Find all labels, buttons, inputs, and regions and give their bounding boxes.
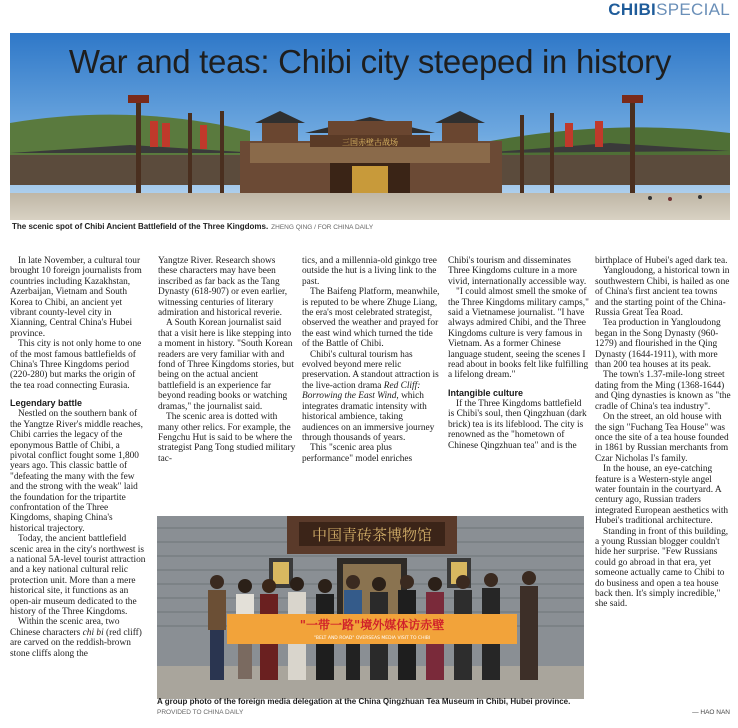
hero-caption-text: The scenic spot of Chibi Ancient Battlefield of the Three Kingdoms. [12, 222, 269, 231]
paragraph: Yangloudong, a historical town in southwestern Chibi, is hailed as one of China's first ancient tea towns and the starting point of the China-Russia Great Tea Road. [595, 266, 730, 319]
text-run: , which integrates dramatic intensity with historical ambience, taking audiences on an immersive journey through thousands of years. [302, 391, 435, 443]
paragraph: Standing in front of this building, a young Russian blogger couldn't hide her surprise. "Few Russians could go abroad in that era, yet someone actually came to Chibi to do business and open a tea house back then. It's simply incredible," she said. [595, 526, 729, 610]
paragraph: The Baifeng Platform, meanwhile, is reputed to be where Zhuge Liang, the era's most celebrated strategist, observed the weather and prayed for the east wind which turned the tide of the Battle of Chibi. [302, 287, 440, 350]
paragraph: In the house, an eye-catching feature is a Western-style angel water fountain in the courtyard. A century ago, Russian traders integrated European aesthetics with Hubei's traditional architecture. [595, 464, 729, 527]
paragraph: Yangtze River. Research shows these characters may have been inscribed as far back as the Tang Dynasty (618-907) or even earlier, witnessing centuries of literary admiration and historical reverie. [158, 256, 288, 319]
paragraph: This city is not only home to one of the most famous battlefields of China's Three Kingdoms period (220-280) but marks the origin of the tea road connecting Eurasia. [10, 339, 142, 391]
paragraph: The town's 1.37-mile-long street dating from the Ming (1368-1644) and Qing dynasties is known as "the cradle of China's tea industry". [595, 370, 731, 412]
paragraph: This "scenic area plus performance" model enriches [302, 443, 413, 464]
article-column-3 [302, 256, 442, 464]
article-column-1 [10, 256, 148, 659]
paragraph: "I could almost smell the smoke of the Three Kingdoms military camps," said a Vietnamese journalist. "I have always admired Chibi, and the Three Kingdoms culture is very famous in Vietnam. As a former Chinese language student, seeing the scenes I read about in books felt like fulfilling a lifelong dream." [448, 287, 589, 381]
paragraph: Today, the ancient battlefield scenic area in the city's northwest is a national 5A-level tourist attraction and a key national cultural relic protection unit. More than a mere historical site, it functions as an open-air museum dedicated to the history of the Three Kingdoms. [10, 534, 146, 617]
subhead-legendary-battle: Legendary battle [10, 398, 83, 409]
group-photo-credit: PROVIDED TO CHINA DAILY [157, 709, 244, 716]
paragraph: On the street, an old house with the sign "Fuchang Tea House" was once the site of a tea house founded in 1861 by Russian merchants from Czar Nicholas I's family. [595, 412, 729, 464]
article-column-5 [595, 256, 733, 610]
section-masthead [608, 0, 730, 22]
gate-sign-text: 三国赤壁古战场 [342, 138, 398, 147]
banner-text: "一带一路"境外媒体访赤壁 [299, 618, 445, 632]
paragraph [10, 617, 148, 659]
article-column-2 [158, 256, 296, 464]
paragraph: birthplace of Hubei's aged dark tea. [595, 256, 728, 266]
paragraph: Chibi's tourism and disseminates Three Kingdoms culture in a more vivid, internationally accessible way. [448, 256, 587, 287]
article-column-4 [448, 256, 589, 451]
headline: War and teas: Chibi city steeped in history [68, 43, 672, 80]
paragraph: If the Three Kingdoms battlefield is Chibi's soul, then Qingzhuan (dark brick) tea is its lifeblood. The city is renowned as the "hometown of Chinese Qingzhuan tea" and is the [448, 398, 587, 451]
hero-photo-credit: ZHENG QING / FOR CHINA DAILY [271, 224, 374, 231]
banner-subtext: "BELT AND ROAD" OVERSEAS MEDIA VISIT TO CHIBI [313, 636, 431, 641]
text-run: Within the scenic area, two Chinese characters [10, 617, 120, 638]
text-run: (red cliff) are carved on the reddish-brown stone cliffs along the [10, 627, 142, 659]
text-run: Chibi's cultural tourism has evolved beyond mere relic preservation. A standout attraction is the live-action drama [302, 349, 439, 391]
masthead-chibi: CHIBI [608, 0, 657, 19]
italic-term: chi bi [82, 627, 104, 638]
paragraph [302, 350, 442, 444]
group-photo-caption [157, 697, 587, 707]
group-photo [157, 516, 584, 699]
group-photo-caption-text: A group photo of the foreign media delegation at the China Qingzhuan Tea Museum in Chibi, Hubei province. [157, 697, 571, 706]
paragraph: tics, and a millennia-old ginkgo tree outside the hut is a living link to the past. [302, 256, 437, 287]
museum-sign-text: 中国青砖茶博物馆 [311, 526, 433, 544]
group-photo-illustration [157, 516, 584, 699]
italic-title: Red Cliff: Borrowing the East Wind [302, 380, 421, 402]
paragraph: Nestled on the southern bank of the Yangtze River's middle reaches, Chibi carries the legacy of the eponymous Battle of Chibi, a pivotal conflict fought some 1,800 years ago. This classic battle of "defeating the many with the few and the strong with the weak" laid the foundation for the tripartite confrontation of the Three Kingdoms, shaping China's historical trajectory. [10, 409, 143, 534]
subhead-intangible-culture: Intangible culture [448, 387, 524, 398]
paragraph: A South Korean journalist said that a visit here is like stepping into a moment in history. "South Korean readers are very familiar with and fond of Three Kingdoms stories, but being on the actual ancient battlefield is an experience far beyond reading books or watching dramas," the journalist said. [158, 318, 294, 412]
paragraph: Tea production in Yangloudong began in the Song Dynasty (960-1279) and flourished in the Qing Dynasty (1644-1911), with more than 200 tea houses at its peak. [595, 318, 721, 371]
hero-caption [12, 222, 373, 231]
byline: — HAO NAN [692, 709, 730, 716]
paragraph: In late November, a cultural tour brought 10 foreign journalists from countries including Kazakhstan, Azerbaijan, Vietnam and South Korea to Chibi, an ancient yet vibrant county-level city in Xianning, Central China's Hubei province. [10, 256, 142, 339]
masthead-special: SPECIAL [656, 0, 730, 19]
paragraph: The scenic area is dotted with many other relics. For example, the Fengchu Hut is said to be where the strategist Pang Tong studied military tac- [158, 412, 296, 464]
hero-photo [10, 33, 730, 220]
